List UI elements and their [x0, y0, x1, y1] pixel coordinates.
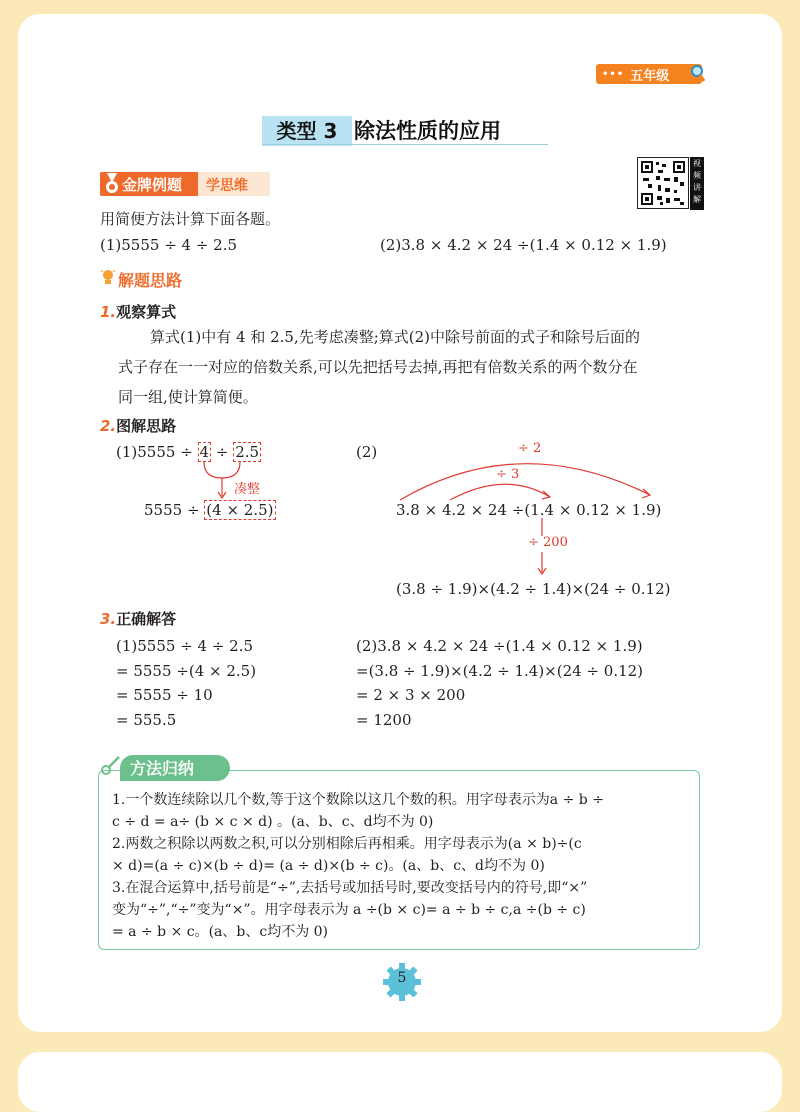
qr-code-icon[interactable]: [637, 157, 689, 209]
answer-line: =(3.8 ÷ 1.9)×(4.2 ÷ 1.4)×(24 ÷ 0.12): [356, 661, 644, 680]
d2-label: (2): [356, 443, 378, 461]
problem-1: (1)5555 ÷ 4 ÷ 2.5: [100, 236, 238, 254]
step2-title: 图解思路: [116, 417, 177, 435]
answer-line: = 5555 ÷ 10: [116, 686, 213, 704]
d1-prefix: (1)5555 ÷: [116, 443, 193, 461]
step1-line: 式子存在一一对应的倍数关系,可以先把括号去掉,再把有倍数关系的两个数分在: [118, 358, 638, 376]
method-line: 变为“÷”,“÷”变为“×”。用字母表示为 a ÷(b × c)= a ÷ b ÷ c,a ÷(b ÷ c): [112, 902, 586, 918]
step3-heading: [100, 608, 176, 629]
answer-line: (2)3.8 × 4.2 × 24 ÷(1.4 × 0.12 × 1.9): [356, 637, 643, 655]
medal-icon: [103, 173, 121, 195]
prompt-text: 用简便方法计算下面各题。: [100, 210, 281, 228]
badge-dots: •••: [602, 68, 625, 80]
d2-arc1-label: ÷ 2: [518, 441, 542, 456]
step3-title: 正确解答: [116, 610, 177, 628]
example-sub: 学思维: [206, 178, 248, 194]
title-text: 除法性质的应用: [354, 119, 501, 143]
d1-box-b: 2.5: [235, 443, 260, 461]
method-line: c ÷ d = a÷ (b × c × d) 。(a、b、c、d均不为 0): [112, 814, 434, 830]
lightbulb-icon: [100, 268, 116, 288]
d1-arrow-label: 凑整: [234, 482, 261, 497]
qr-side-char: 解: [693, 195, 701, 204]
next-page-card: [18, 1052, 782, 1112]
d1-result-box: (4 × 2.5): [206, 501, 274, 519]
d2-down-label: ÷ 200: [528, 535, 568, 550]
d2-result: (3.8 ÷ 1.9)×(4.2 ÷ 1.4)×(24 ÷ 0.12): [396, 580, 671, 598]
thinking-heading: 解题思路: [118, 271, 183, 290]
qr-side-char: 视: [693, 159, 701, 168]
step1-paragraph: [118, 322, 718, 412]
qr-side-char: 频: [693, 171, 701, 180]
problem-2: (2)3.8 × 4.2 × 24 ÷(1.4 × 0.12 × 1.9): [380, 236, 667, 254]
grade-label: 五年级: [630, 68, 670, 84]
method-title: 方法归纳: [130, 759, 195, 778]
step2-num: 2.: [100, 417, 117, 435]
answer-line: = 5555 ÷(4 × 2.5): [116, 661, 257, 680]
step1-heading: [100, 301, 176, 322]
example-label: 金牌例题: [122, 176, 183, 194]
title-underline: [262, 144, 548, 145]
answer-line: (1)5555 ÷ 4 ÷ 2.5: [116, 637, 254, 655]
method-line: = a ÷ b × c。(a、b、c均不为 0): [112, 924, 329, 940]
d1-box-a: 4: [199, 443, 210, 461]
grade-badge: [596, 64, 702, 84]
step1-num: 1.: [100, 303, 117, 321]
step1-title: 观察算式: [116, 303, 177, 321]
d1-result-prefix: 5555 ÷: [144, 501, 200, 519]
diagram1-result: [144, 501, 276, 519]
answer-line: = 1200: [356, 710, 412, 729]
magnifier-icon: [690, 63, 706, 83]
answer-col-1: [116, 634, 256, 732]
title-type-label: 类型 3: [262, 116, 352, 146]
method-content: [112, 789, 692, 943]
d2-expression: 3.8 × 4.2 × 24 ÷(1.4 × 0.12 × 1.9): [396, 501, 662, 519]
method-line: 2.两数之积除以两数之积,可以分别相除后再相乘。用字母表示为(a × b)÷(c: [112, 836, 582, 852]
method-line: × d)=(a ÷ c)×(b ÷ d)= (a ÷ d)×(b ÷ c)。(a、b、c、d均不为 0): [112, 858, 545, 874]
diagram1-expression: [116, 443, 261, 461]
step1-line: 算式(1)中有 4 和 2.5,先考虑凑整;算式(2)中除号前面的式子和除号后面的: [150, 328, 641, 346]
method-line: 3.在混合运算中,括号前是“÷”,去括号或加括号时,要改变括号内的符号,即“×”: [112, 880, 588, 896]
step2-heading: [100, 415, 176, 436]
step1-line: 同一组,使计算简便。: [118, 388, 258, 406]
step3-num: 3.: [100, 610, 117, 628]
answer-line: = 2 × 3 × 200: [356, 686, 466, 704]
answer-line: = 555.5: [116, 710, 177, 729]
answer-col-2: [356, 634, 643, 732]
pen-icon: [100, 754, 122, 778]
d1-op: ÷: [215, 443, 229, 461]
method-line: 1.一个数连续除以几个数,等于这个数除以这几个数的积。用字母表示为a ÷ b ÷: [112, 792, 604, 808]
d2-arc2-label: ÷ 3: [496, 467, 520, 482]
qr-side-label: [690, 157, 704, 210]
page-number: 5: [397, 970, 407, 986]
qr-side-char: 讲: [693, 183, 701, 192]
